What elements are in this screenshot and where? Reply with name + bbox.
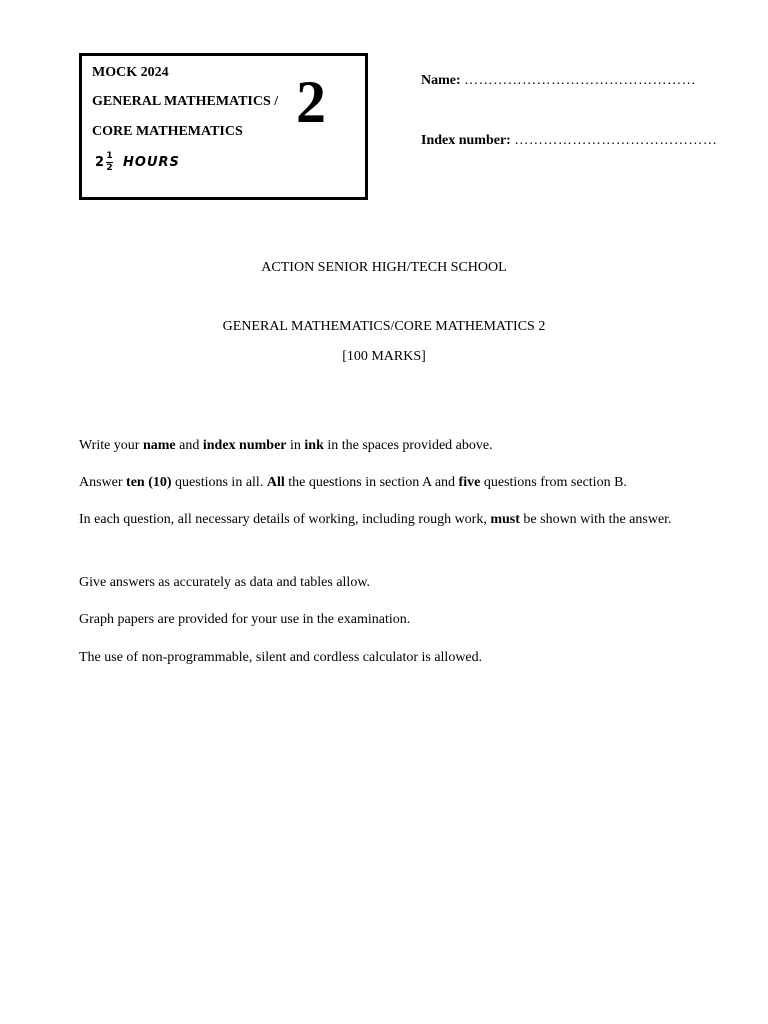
instruction-name-index: Write your name and index number in ink in the spaces provided above. <box>79 438 493 453</box>
index-label: Index number: <box>421 133 511 148</box>
instruction-working: In each question, all necessary details of working, including rough work, must be shown with the answer. <box>79 512 672 527</box>
total-marks: [100 MARKS] <box>342 349 426 364</box>
name-label: Name: <box>421 73 461 88</box>
paper-number: 2 <box>296 69 326 135</box>
school-name: ACTION SENIOR HIGH/TECH SCHOOL <box>261 260 507 275</box>
instruction-calculator: The use of non-programmable, silent and cordless calculator is allowed. <box>79 650 483 665</box>
duration-fraction <box>106 152 113 173</box>
instruction-graph-paper: Graph papers are provided for your use in the examination. <box>79 612 411 627</box>
instruction-answer-count: Answer ten (10) questions in all. All the questions in section A and five questions from section B. <box>79 475 627 490</box>
name-dots: ………………………………………… <box>464 73 697 88</box>
subject-line-1: GENERAL MATHEMATICS / <box>92 94 279 109</box>
subject-line-2: CORE MATHEMATICS <box>92 124 243 139</box>
index-dots: …………………………………… <box>514 133 718 148</box>
mock-year: MOCK 2024 <box>92 65 169 80</box>
duration-denominator: 2 <box>106 163 113 173</box>
duration-unit: HOURS <box>123 155 180 170</box>
instruction-accuracy: Give answers as accurately as data and tables allow. <box>79 575 371 590</box>
index-number-field[interactable] <box>421 133 717 149</box>
paper-title: GENERAL MATHEMATICS/CORE MATHEMATICS 2 <box>222 319 546 334</box>
name-field[interactable] <box>421 73 696 89</box>
duration <box>95 152 180 173</box>
duration-numerator: 1 <box>106 151 113 161</box>
exam-header-box <box>79 53 368 200</box>
duration-whole: 2 <box>95 155 105 170</box>
